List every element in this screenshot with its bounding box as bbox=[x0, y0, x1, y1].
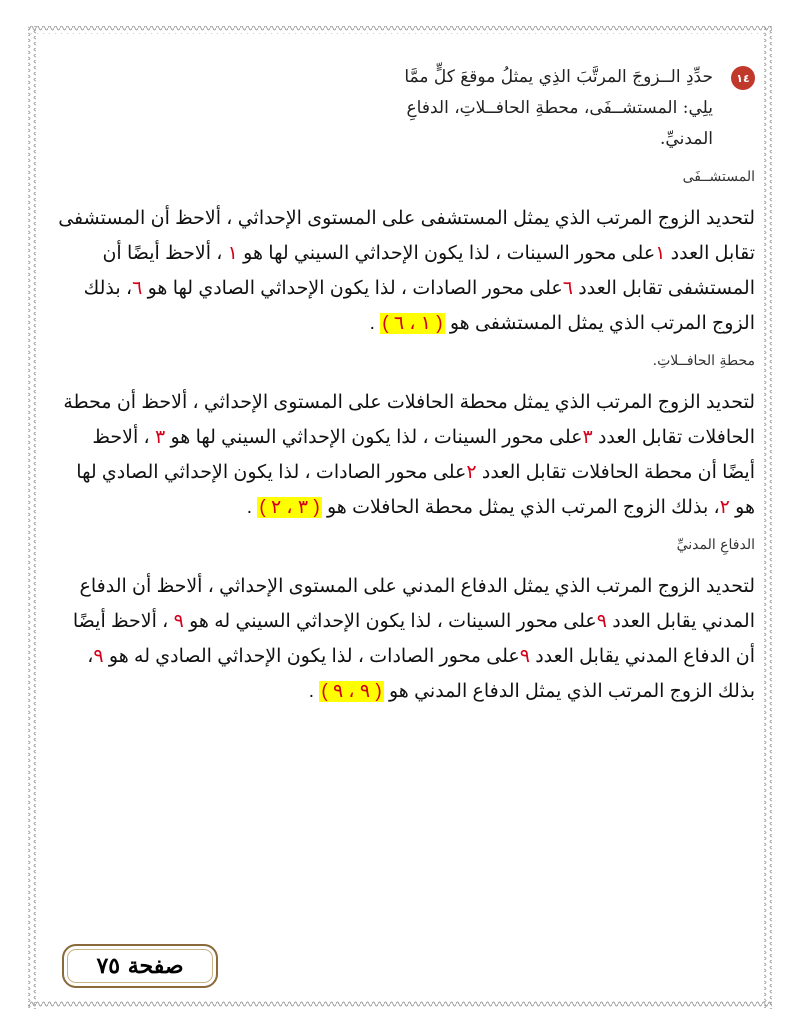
number-y-value: ٢ bbox=[719, 497, 730, 518]
question-number-badge: ١٤ bbox=[731, 66, 755, 90]
number-x-value: ٩ bbox=[596, 611, 607, 632]
number-y-value: ٦ bbox=[562, 278, 573, 299]
answer-text: ، بذلك الزوج المرتب الذي يمثل الدفاع المدني هو bbox=[87, 646, 755, 702]
answer-text: ، ألاحظ أيضًا أن محطة الحافلات تقابل العدد bbox=[92, 427, 755, 483]
number-y-value: ٦ bbox=[132, 278, 143, 299]
number-y-value: ٢ bbox=[466, 462, 477, 483]
answer-end: . bbox=[308, 681, 320, 702]
number-x-value: ١ bbox=[227, 243, 238, 264]
number-x-value: ٣ bbox=[582, 427, 593, 448]
answer-end: . bbox=[369, 313, 381, 334]
number-y-value: ٩ bbox=[519, 646, 530, 667]
page-content bbox=[55, 62, 755, 717]
answer-text: ، ألاحظ أيضًا أن الدفاع المدني يقابل العدد bbox=[72, 611, 755, 667]
answer-text: لتحديد الزوج المرتب الذي يمثل المستشفى على المستوى الإحداثي ، ألاحظ أن المستشفى تقابل العدد bbox=[58, 208, 755, 264]
number-x-value: ٩ bbox=[173, 611, 184, 632]
answer-text: ، بذلك الزوج المرتب الذي يمثل محطة الحافلات هو bbox=[321, 497, 720, 518]
section-label-bus-station: محطةِ الحافــلاتِ. bbox=[652, 353, 755, 369]
number-y-value: ٩ bbox=[93, 646, 104, 667]
ordered-pair-highlight: ( ٣ ، ٢ ) bbox=[259, 497, 320, 518]
answer-text: على محور الصادات ، لذا يكون الإحداثي الصادي له هو bbox=[103, 646, 520, 667]
question-line-1: حدِّدِ الــزوجَ المرتَّبَ الذِي يمثلُ موقعَ كلٍّ ممَّا bbox=[404, 67, 713, 87]
question-block bbox=[353, 62, 755, 155]
section-label-hospital: المستشــفَى bbox=[682, 169, 755, 185]
ordered-pair-highlight: ( ٩ ، ٩ ) bbox=[321, 681, 382, 702]
page-number-label: صفحة ٧٥ bbox=[96, 953, 184, 979]
question-line-3: المدنيِّ. bbox=[660, 129, 713, 149]
answer-text: ، ألاحظ أيضًا أن المستشفى تقابل العدد bbox=[102, 243, 755, 299]
answer-text: على محور الصادات ، لذا يكون الإحداثي الصادي لها هو bbox=[76, 462, 755, 518]
number-x-value: ١ bbox=[655, 243, 666, 264]
answer-bus-station bbox=[55, 385, 755, 525]
page-number-box bbox=[62, 944, 218, 988]
section-label-civil-defense: الدفاعِ المدنيِّ bbox=[676, 537, 755, 553]
answer-text: لتحديد الزوج المرتب الذي يمثل محطة الحافلات على المستوى الإحداثي ، ألاحظ أن محطة الحافلات تقابل العدد bbox=[63, 392, 755, 448]
ordered-pair-highlight: ( ١ ، ٦ ) bbox=[382, 313, 443, 334]
answer-text: ، بذلك الزوج المرتب الذي يمثل المستشفى هو bbox=[83, 278, 755, 334]
answer-text: على محور السينات ، لذا يكون الإحداثي السيني لها هو bbox=[237, 243, 656, 264]
answer-hospital bbox=[55, 201, 755, 341]
answer-end: . bbox=[246, 497, 258, 518]
answer-text: على محور الصادات ، لذا يكون الإحداثي الصادي لها هو bbox=[142, 278, 563, 299]
answer-text: لتحديد الزوج المرتب الذي يمثل الدفاع المدني على المستوى الإحداثي ، ألاحظ أن الدفاع المدني يقابل العدد bbox=[79, 576, 755, 632]
number-x-value: ٣ bbox=[154, 427, 166, 448]
answer-civil-defense bbox=[55, 569, 755, 709]
question-line-2: يلِي: المستشــفَى، محطةِ الحافــلاتِ، الدفاعِ bbox=[406, 98, 713, 118]
answer-text: على محور السينات ، لذا يكون الإحداثي السيني لها هو bbox=[165, 427, 583, 448]
answer-text: على محور السينات ، لذا يكون الإحداثي السيني له هو bbox=[183, 611, 597, 632]
